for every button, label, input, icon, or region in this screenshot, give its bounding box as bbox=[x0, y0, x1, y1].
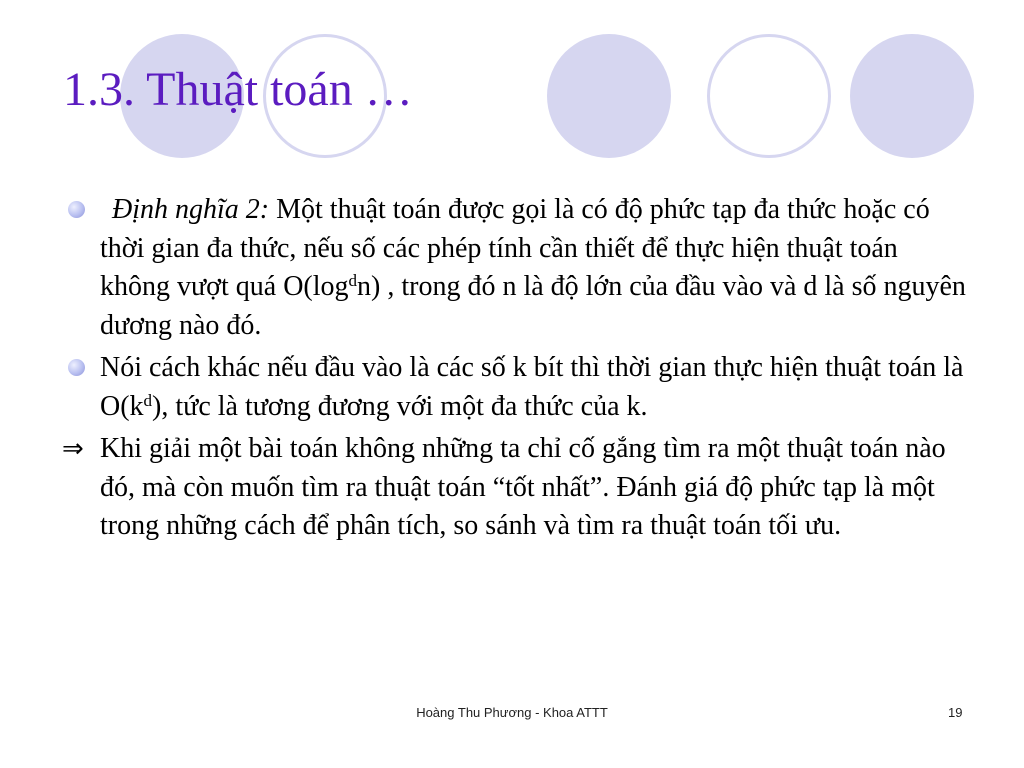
restatement-text-end: ), tức là tương đương với một đa thức của k. bbox=[152, 390, 648, 422]
definition-text-start: Một thuật toán được gọi là có độ phức tạp đa thức hoặc có thời gian đa thức, nếu số các phép tính cần thiết để thực hiện thuật toán không vượt quá O(log bbox=[100, 194, 930, 302]
slide-body bbox=[62, 191, 967, 550]
conclusion-text: Khi giải một bài toán không những ta chỉ cố gắng tìm ra một thuật toán nào đó, mà còn muốn tìm ra thuật toán “tốt nhất”. Đánh giá độ phức tạp là một trong những cách để phân tích, so sánh và tìm ra thuật toán tối ưu. bbox=[100, 433, 946, 541]
implies-arrow-icon: ⇒ bbox=[62, 434, 84, 464]
decor-circle-outline bbox=[707, 34, 831, 158]
restatement-text-start: Nói cách khác nếu đầu vào là các số k bít thì thời gian thực hiện thuật toán là O(k bbox=[100, 352, 964, 422]
definition-text-end: n) , trong đó n là độ lớn của đầu vào và d là số nguyên dương nào đó. bbox=[100, 271, 966, 341]
slide-title: 1.3. Thuật toán … bbox=[63, 63, 413, 116]
exponent-d: d bbox=[348, 271, 358, 290]
restatement-paragraph bbox=[62, 349, 967, 426]
decor-circle-filled bbox=[547, 34, 671, 158]
definition-paragraph bbox=[62, 191, 967, 345]
decor-circle-filled bbox=[850, 34, 974, 158]
bullet-disc-icon bbox=[68, 201, 85, 218]
footer-author: Hoàng Thu Phương - Khoa ATTT bbox=[416, 705, 608, 720]
page-number: 19 bbox=[948, 705, 963, 720]
bullet-disc-icon bbox=[68, 359, 85, 376]
exponent-d: d bbox=[143, 390, 153, 410]
definition-label: Định nghĩa 2: bbox=[112, 194, 270, 225]
conclusion-paragraph bbox=[62, 430, 967, 546]
